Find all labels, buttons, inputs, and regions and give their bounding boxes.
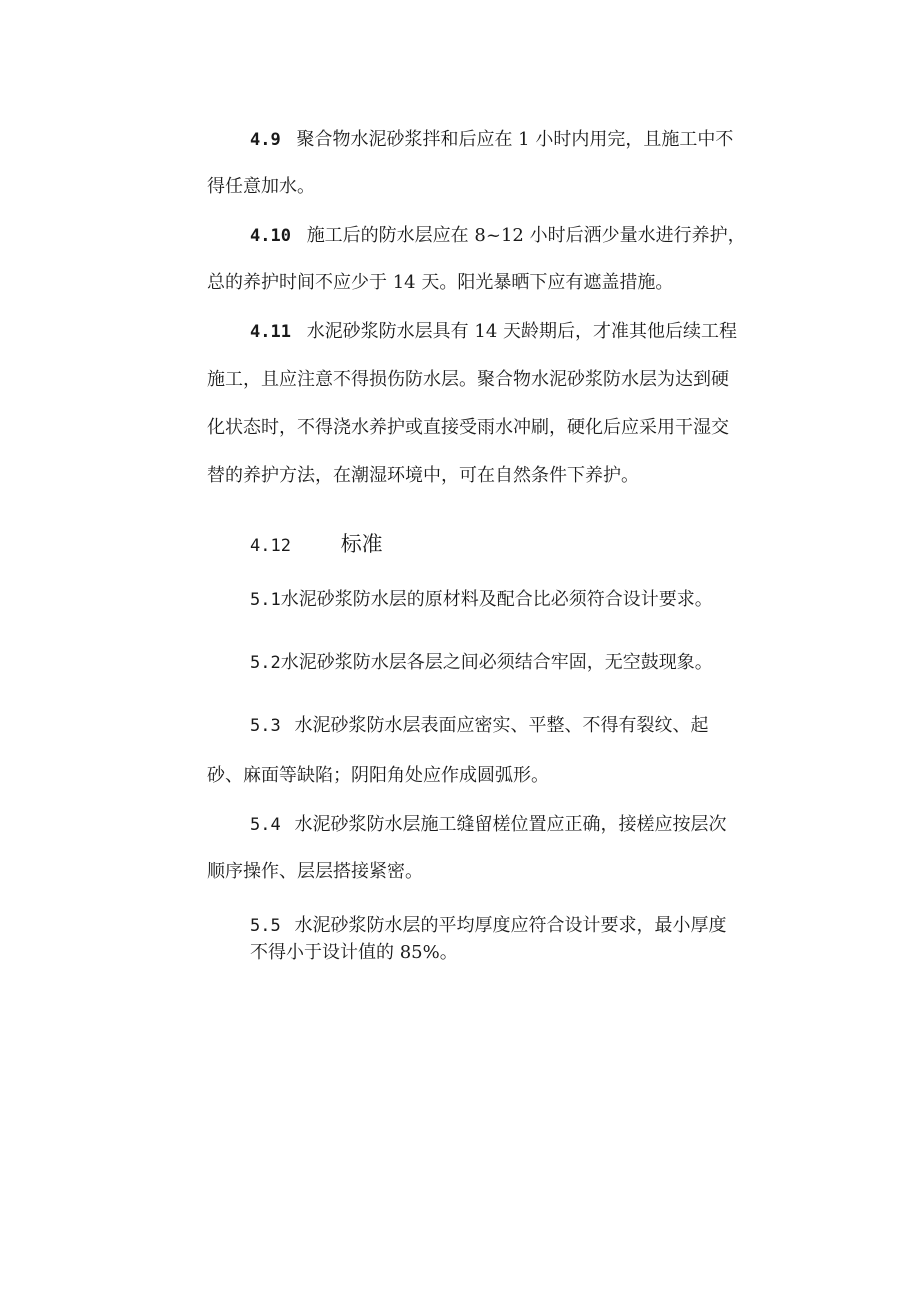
standard-5-3-line-2: 砂、麻面等缺陷；阴阳角处应作成圆弧形。	[207, 765, 549, 786]
paragraph-4-9-line-2: 得任意加水。	[207, 176, 315, 197]
paragraph-4-10-line-1	[250, 224, 746, 248]
paragraph-4-11-line-2: 施工，且应注意不得损伤防水层。聚合物水泥砂浆防水层为达到硬	[207, 369, 729, 390]
clause-number: 4.11	[250, 322, 291, 342]
paragraph-4-11-line-3: 化状态时，不得浇水养护或直接受雨水冲刷，硬化后应采用干湿交	[207, 417, 729, 438]
standard-5-5-line-2: 不得小于设计值的 85%。	[250, 942, 458, 963]
standard-5-4-line-2: 顺序操作、层层搭接紧密。	[207, 861, 423, 882]
clause-number: 4.9	[250, 130, 281, 150]
paragraph-4-11-line-4: 替的养护方法，在潮湿环境中，可在自然条件下养护。	[207, 465, 639, 486]
standard-number: 5.5	[250, 916, 281, 936]
standard-number: 5.2	[250, 653, 281, 673]
paragraph-4-10-line-2: 总的养护时间不应少于 14 天。阳光暴晒下应有遮盖措施。	[207, 272, 674, 293]
standard-5-4-line-1	[250, 813, 726, 837]
section-title: 标准	[340, 532, 383, 556]
standard-text: 水泥砂浆防水层各层之间必须结合牢固，无空鼓现象。	[280, 652, 713, 673]
clause-text: 聚合物水泥砂浆拌和后应在 1 小时内用完，且施工中不	[296, 129, 734, 150]
clause-text: 水泥砂浆防水层具有 14 天龄期后，才准其他后续工程	[306, 321, 738, 342]
section-heading	[250, 532, 383, 558]
standard-5-5-line-1	[250, 914, 726, 938]
clause-number: 4.10	[250, 226, 291, 246]
standard-number: 5.4	[250, 815, 281, 835]
standard-number: 5.3	[250, 716, 281, 736]
paragraph-4-9-line-1	[250, 128, 733, 152]
clause-text: 施工后的防水层应在 8~12 小时后洒少量水进行养护，	[306, 225, 746, 246]
paragraph-4-11-line-1	[250, 320, 737, 344]
standard-text: 水泥砂浆防水层的平均厚度应符合设计要求，最小厚度	[294, 915, 727, 936]
section-number: 4.12	[250, 536, 291, 556]
standard-text: 水泥砂浆防水层的原材料及配合比必须符合设计要求。	[280, 589, 713, 610]
standard-text: 水泥砂浆防水层施工缝留槎位置应正确，接槎应按层次	[294, 814, 727, 835]
standard-number: 5.1	[250, 590, 281, 610]
standard-5-2-line-1	[250, 651, 713, 675]
standard-5-1-line-1	[250, 588, 713, 612]
standard-5-3-line-1	[250, 714, 708, 738]
standard-text: 水泥砂浆防水层表面应密实、平整、不得有裂纹、起	[294, 715, 709, 736]
